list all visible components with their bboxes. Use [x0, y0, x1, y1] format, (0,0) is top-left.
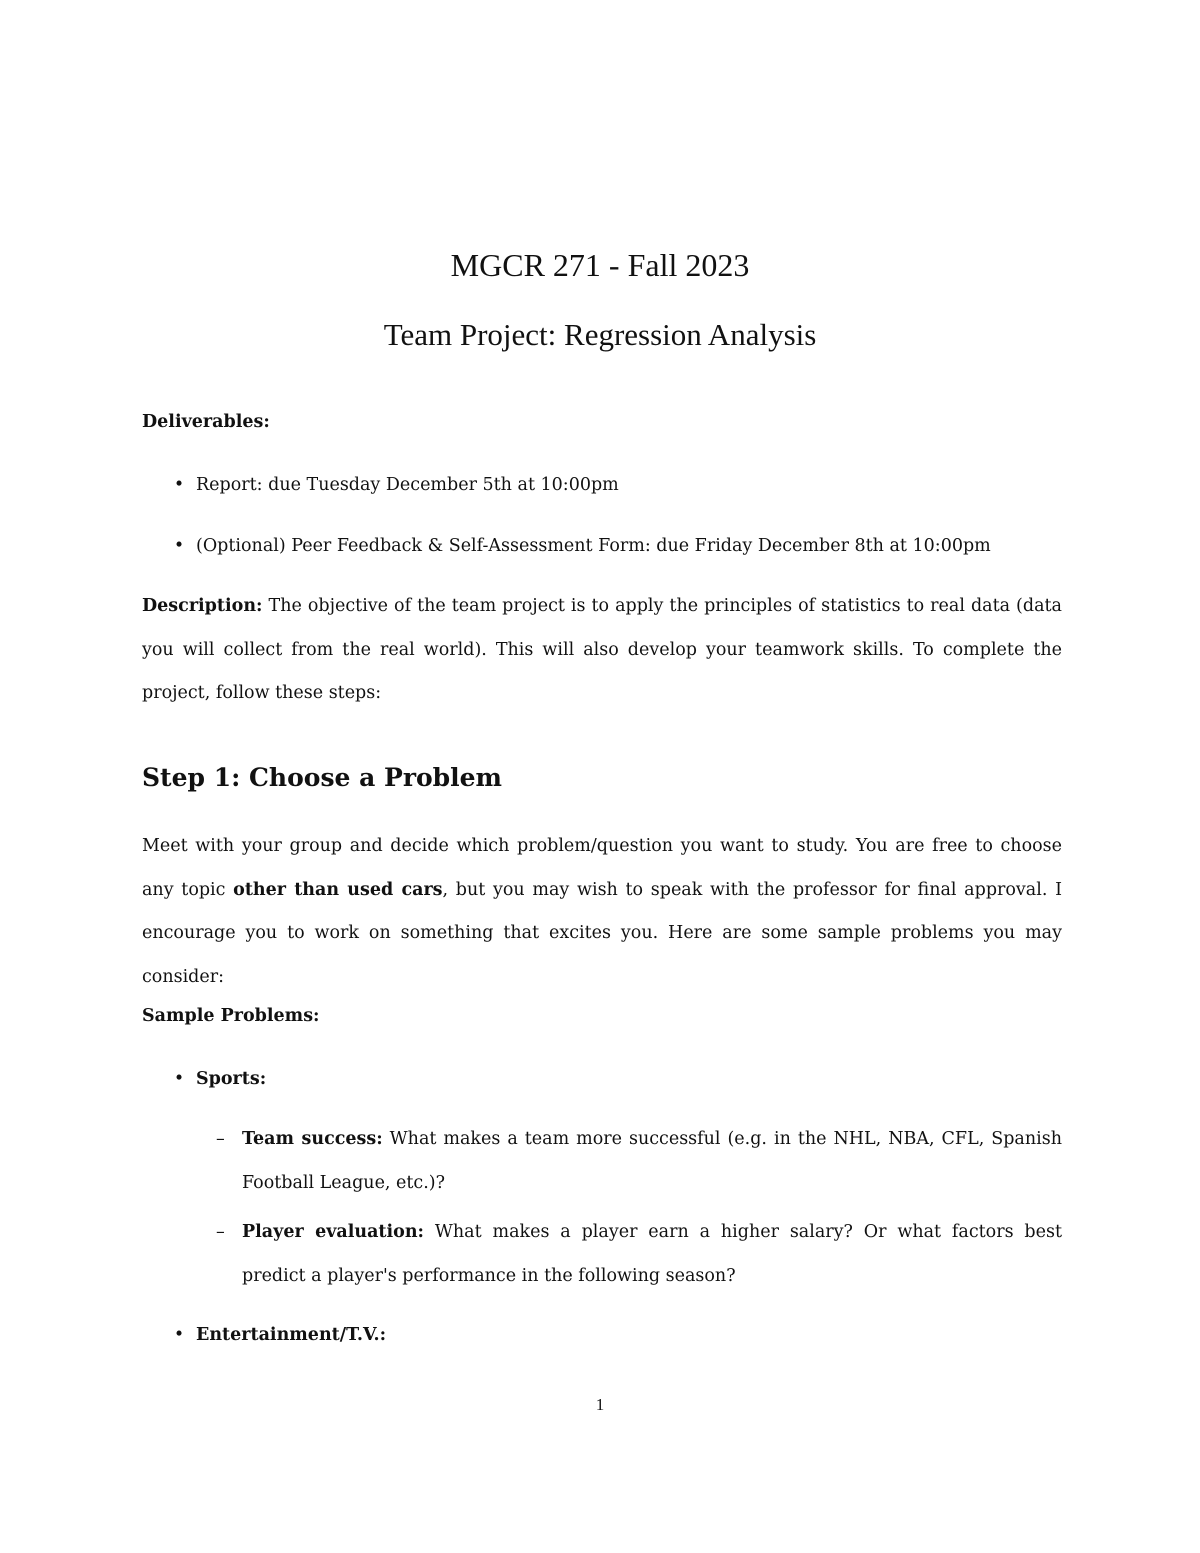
document-title: MGCR 271 - Fall 2023	[450, 247, 750, 283]
team-success-item	[216, 1118, 1062, 1205]
bullet-icon: •	[173, 536, 185, 556]
step1-bold-text: other than used cars	[233, 879, 443, 900]
bullet-icon: •	[173, 1325, 185, 1345]
description-label: Description:	[142, 596, 263, 616]
sports-item	[172, 1058, 1062, 1102]
deliverable-item	[172, 464, 1062, 508]
step1-heading: Step 1: Choose a Problem	[142, 763, 503, 792]
player-evaluation-label: Player evaluation:	[242, 1222, 425, 1242]
page-number: 1	[595, 1395, 605, 1414]
deliverable-text: (Optional) Peer Feedback & Self-Assessment Form: due Friday December 8th at 10:00pm	[196, 536, 991, 556]
deliverable-item	[172, 525, 1062, 569]
entertainment-item	[172, 1314, 1062, 1358]
deliverables-label: Deliverables:	[142, 412, 270, 432]
team-success-text: What makes a team more successful (e.g. in the NHL, NBA, CFL, Spanish Football League, etc.)?	[242, 1129, 1062, 1193]
team-success-label: Team success:	[242, 1129, 383, 1149]
dash-icon: –	[216, 1129, 225, 1149]
step1-paragraph	[142, 825, 1062, 999]
bullet-icon: •	[173, 475, 185, 495]
bullet-icon: •	[173, 1069, 185, 1089]
player-evaluation-item	[216, 1211, 1062, 1298]
entertainment-label: Entertainment/T.V.:	[196, 1325, 387, 1345]
dash-icon: –	[216, 1222, 225, 1242]
sample-problems-label: Sample Problems:	[142, 1006, 320, 1026]
team-success-text-block	[242, 1118, 1062, 1205]
description-paragraph	[142, 585, 1062, 716]
sports-label: Sports:	[196, 1069, 267, 1089]
step1-text-2: , but you may wish to speak with the professor for final approval. I encourage you to work on something that excites you. Here are some sample problems you may consider:	[142, 879, 1063, 987]
step1-text-1: Meet with your group and decide which problem/question you want to study. You are free to choose any topic	[142, 836, 1062, 900]
deliverable-text: Report: due Tuesday December 5th at 10:00pm	[196, 475, 619, 495]
player-evaluation-text: What makes a player earn a higher salary? Or what factors best predict a player's performance in the following season?	[242, 1222, 1062, 1286]
description-text: The objective of the team project is to apply the principles of statistics to real data (data you will collect from the real world). This will also develop your teamwork skills. To complete the project, follow these steps:	[142, 596, 1062, 703]
document-subtitle: Team Project: Regression Analysis	[383, 317, 817, 352]
player-evaluation-text-block	[242, 1211, 1062, 1298]
